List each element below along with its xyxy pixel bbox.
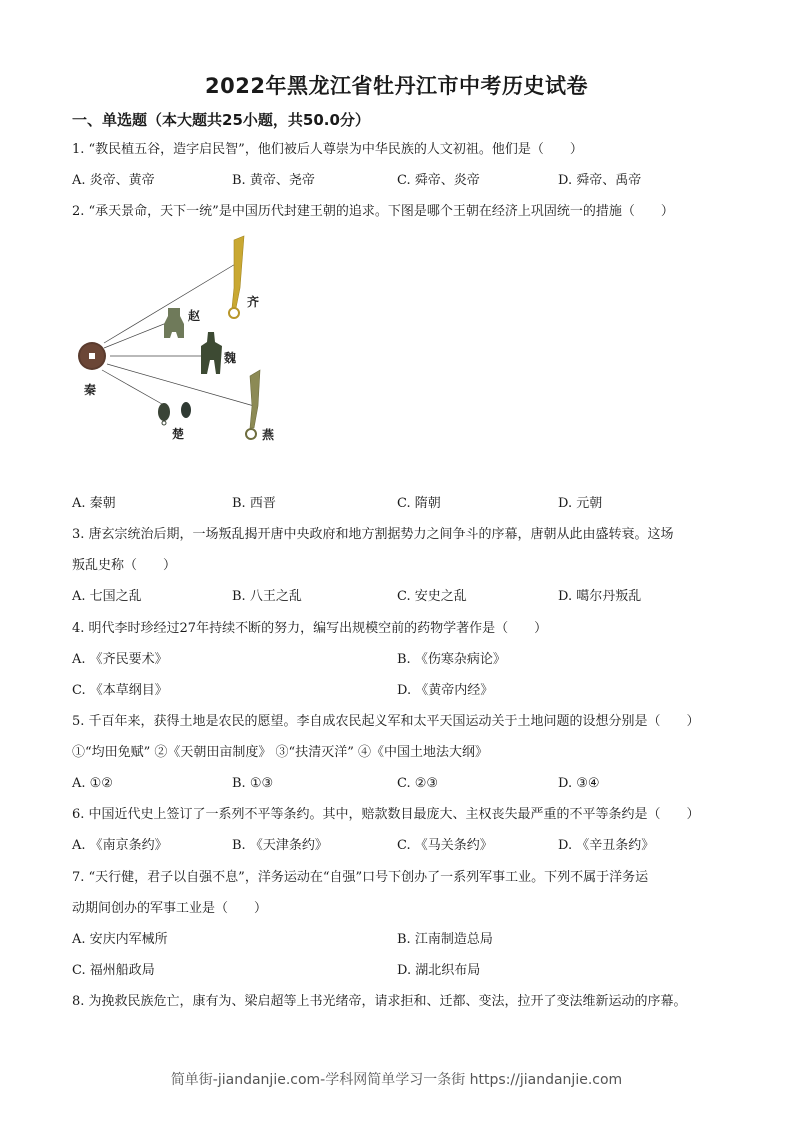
chu-coin-icon (158, 402, 191, 425)
question-7-stem-line-1: 7. “天行健，君子以自强不息”，洋务运动在“自强”口号下创办了一系列军事工业。下列不属于洋务运 (72, 870, 649, 885)
footer-watermark: 简单街-jiandanjie.com-学科网简单学习一条街 https://jiandanjie.com (170, 1072, 623, 1088)
question-2-stem: 2. “承天景命，天下一统”是中国历代封建王朝的追求。下图是哪个王朝在经济上巩固统一的措施（ ） (72, 204, 674, 219)
q7-option-c: C. 福州船政局 (72, 963, 155, 978)
question-3-stem-line-2: 叛乱史称（ ） (72, 558, 177, 573)
label-yan: 燕 (262, 428, 275, 442)
q6-option-b: B. 《天津条约》 (232, 838, 328, 853)
warring-states-coins-figure (62, 228, 292, 453)
question-1-stem: 1. “教民植五谷，造字启民智”，他们被后人尊崇为中华民族的人文初祖。他们是（ ） (72, 142, 583, 157)
qin-coin-icon (78, 342, 106, 370)
label-qin: 秦 (84, 383, 97, 397)
question-6-stem: 6. 中国近代史上签订了一系列不平等条约。其中，赔款数目最庞大、主权丧失最严重的不平等条约是（ ） (72, 807, 700, 822)
label-chu: 楚 (172, 427, 185, 441)
q6-option-d: D. 《辛丑条约》 (558, 838, 655, 853)
q4-option-c: C. 《本草纲目》 (72, 683, 168, 698)
page-title: 2022年黑龙江省牡丹江市中考历史试卷 (205, 74, 588, 98)
q4-option-d: D. 《黄帝内经》 (397, 683, 494, 698)
q7-option-d: D. 湖北织布局 (397, 963, 481, 978)
question-7-stem-line-2: 动期间创办的军事工业是（ ） (72, 901, 268, 916)
q5-option-d: D. ③④ (558, 776, 600, 791)
q7-option-b: B. 江南制造总局 (397, 932, 493, 947)
q7-option-a: A. 安庆内军械所 (72, 932, 168, 947)
q3-option-d: D. 噶尔丹叛乱 (558, 589, 642, 604)
q6-option-c: C. 《马关条约》 (397, 838, 493, 853)
q2-option-b: B. 西晋 (232, 496, 276, 511)
q1-option-d: D. 舜帝、禹帝 (558, 173, 642, 188)
question-8-stem: 8. 为挽救民族危亡，康有为、梁启超等上书光绪帝，请求拒和、迁都、变法，拉开了变法维新运动的序幕。 (72, 994, 687, 1009)
question-3-stem-line-1: 3. 唐玄宗统治后期，一场叛乱揭开唐中央政府和地方割据势力之间争斗的序幕，唐朝从此由盛转衰。这场 (72, 527, 674, 542)
q5-option-a: A. ①② (72, 776, 113, 791)
q4-option-a: A. 《齐民要术》 (72, 652, 168, 667)
q2-option-c: C. 隋朝 (397, 496, 441, 511)
q3-option-a: A. 七国之乱 (72, 589, 142, 604)
q6-option-a: A. 《南京条约》 (72, 838, 168, 853)
label-zhao: 赵 (188, 309, 201, 323)
label-wei: 魏 (224, 351, 237, 365)
q1-option-c: C. 舜帝、炎帝 (397, 173, 480, 188)
q1-option-b: B. 黄帝、尧帝 (232, 173, 315, 188)
q3-option-c: C. 安史之乱 (397, 589, 467, 604)
question-4-stem: 4. 明代李时珍经过27年持续不断的努力，编写出规模空前的药物学著作是（ ） (72, 621, 548, 636)
wei-spade-coin-icon (201, 332, 222, 374)
question-5-stem-line-2: ①“均田免赋” ②《天朝田亩制度》 ③“扶清灭洋” ④《中国土地法大纲》 (72, 745, 488, 760)
qi-knife-coin-icon (229, 236, 244, 318)
q2-option-d: D. 元朝 (558, 496, 603, 511)
q1-option-a: A. 炎帝、黄帝 (72, 173, 155, 188)
q2-option-a: A. 秦朝 (72, 496, 116, 511)
q4-option-b: B. 《伤寒杂病论》 (397, 652, 506, 667)
q5-option-b: B. ①③ (232, 776, 274, 791)
label-qi: 齐 (247, 295, 260, 309)
zhao-spade-coin-icon (164, 308, 184, 338)
section-heading: 一、单选题（本大题共25小题，共50.0分） (72, 111, 370, 129)
q5-option-c: C. ②③ (397, 776, 439, 791)
question-5-stem-line-1: 5. 千百年来，获得土地是农民的愿望。李自成农民起义军和太平天国运动关于土地问题的设想分别是（ ） (72, 714, 700, 729)
q3-option-b: B. 八王之乱 (232, 589, 302, 604)
